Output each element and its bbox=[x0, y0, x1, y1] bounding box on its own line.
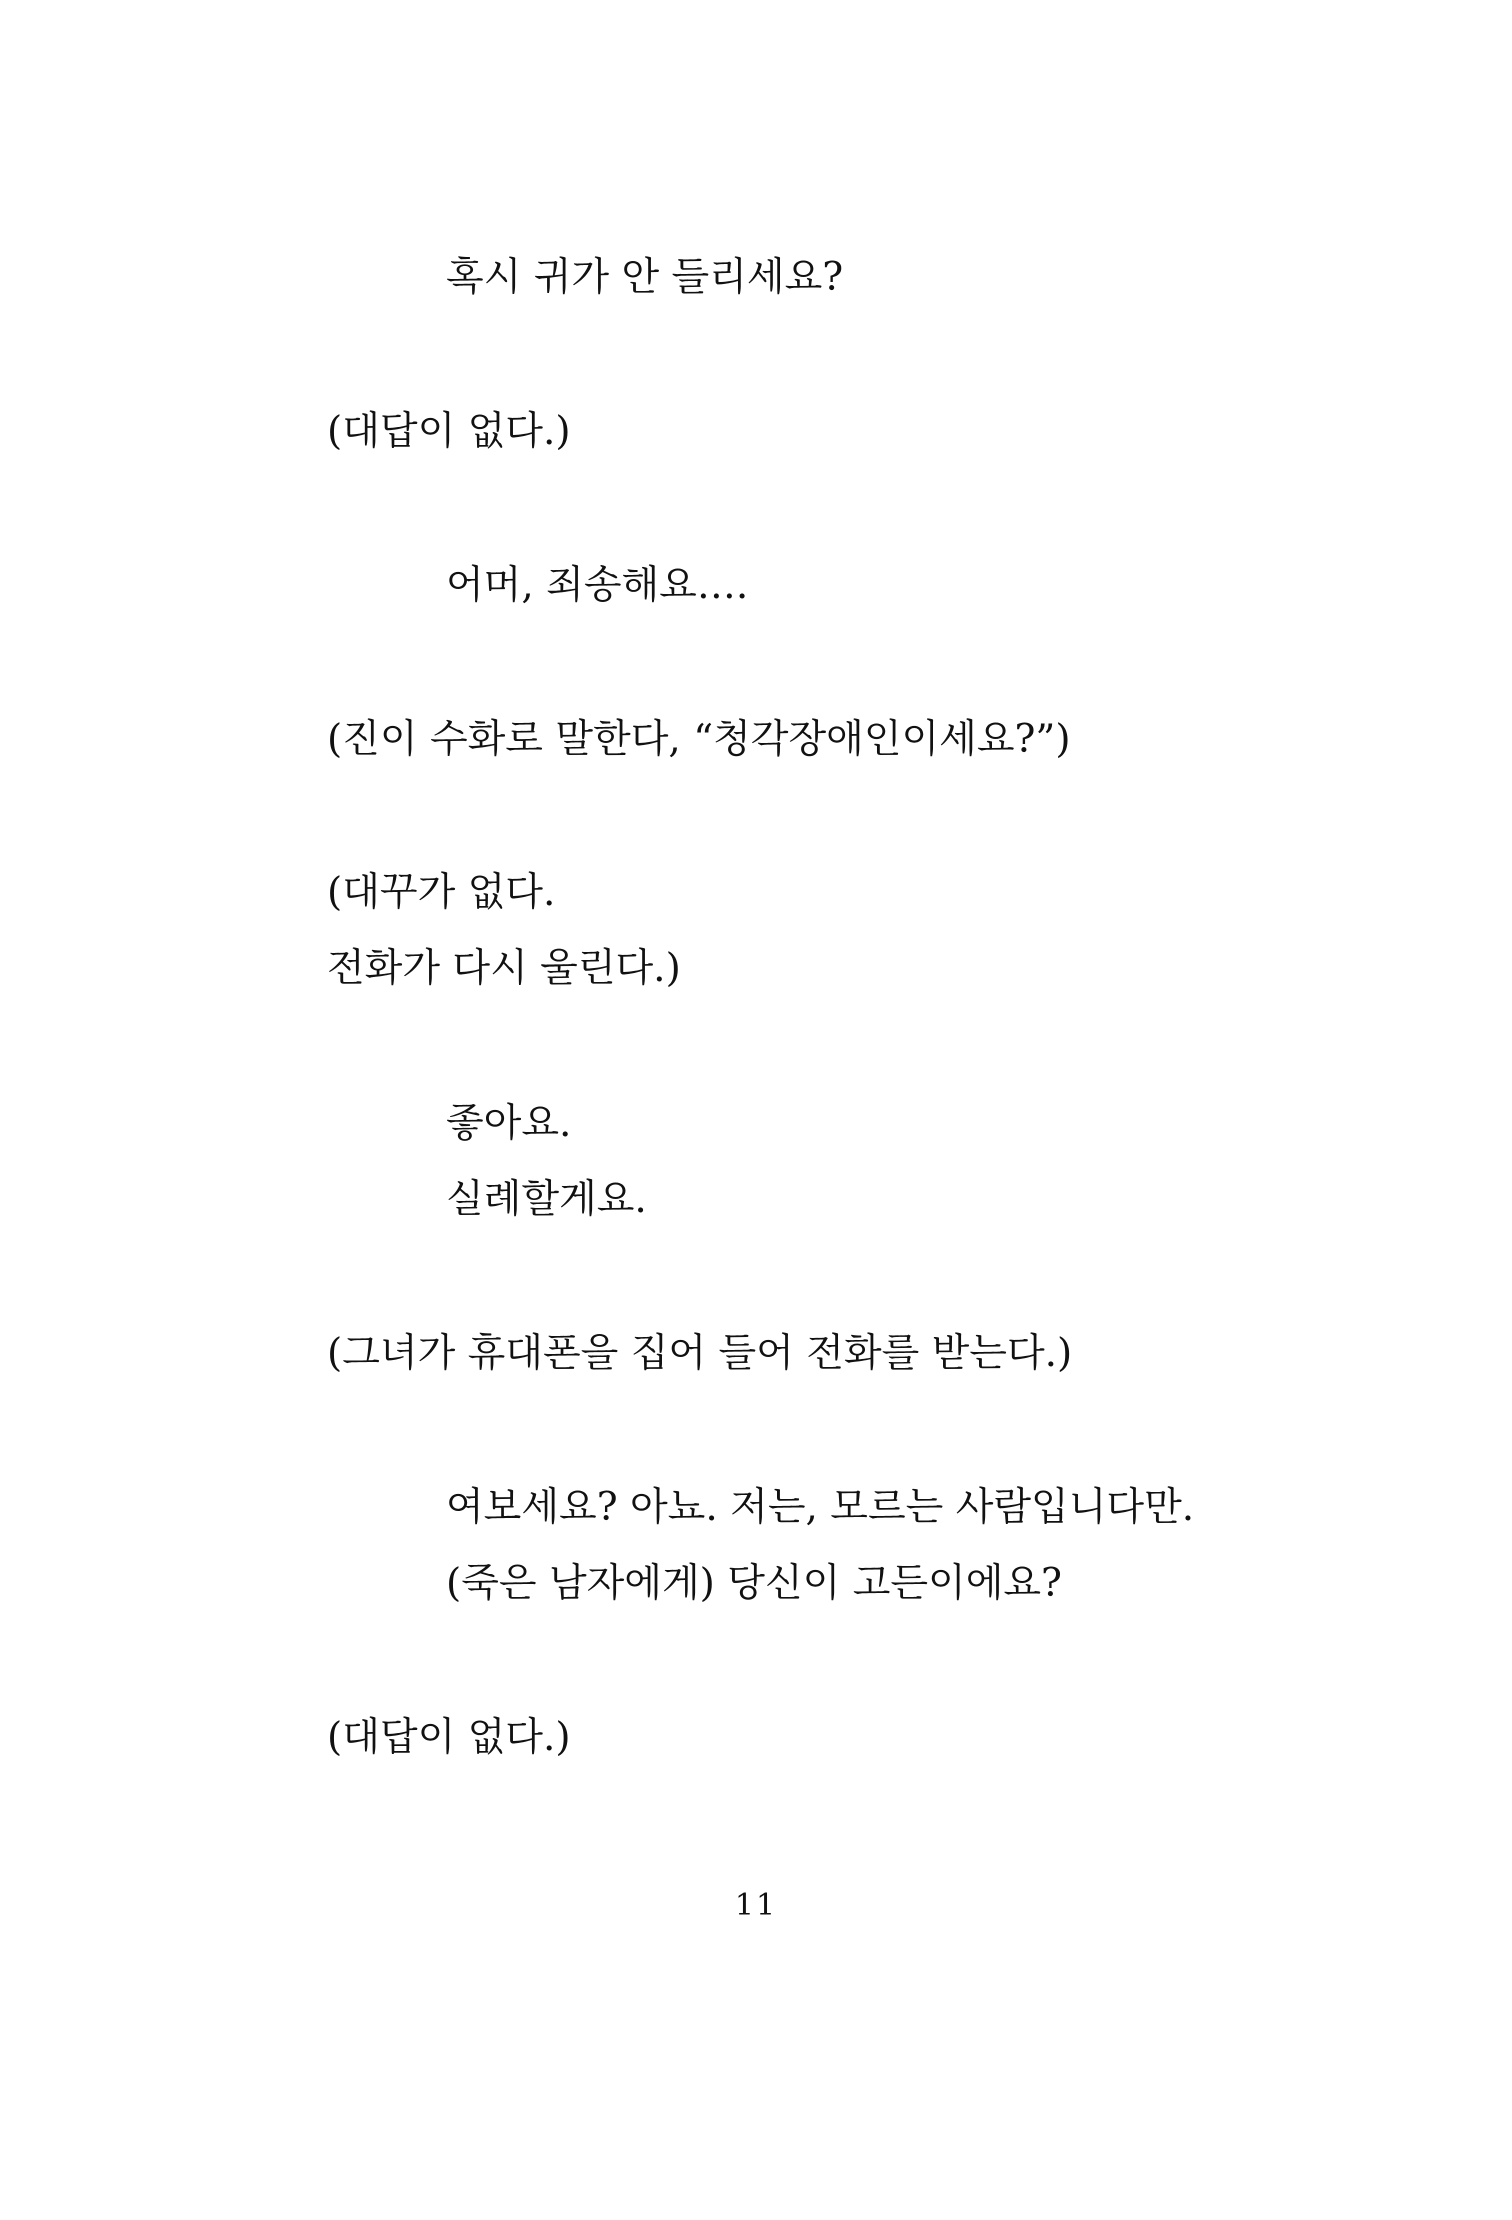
stage-direction: 전화가 다시 울린다.) bbox=[327, 946, 681, 991]
dialogue-line: 혹시 귀가 안 들리세요? bbox=[446, 255, 844, 300]
page-number: 11 bbox=[734, 1888, 778, 1923]
dialogue-line: 실례할게요. bbox=[446, 1177, 647, 1222]
dialogue-line: (죽은 남자에게) 당신이 고든이에요? bbox=[446, 1561, 1062, 1606]
dialogue-line: 어머, 죄송해요…. bbox=[446, 563, 788, 608]
dialogue-line: 여보세요? 아뇨. 저는, 모르는 사람입니다만. bbox=[446, 1485, 1195, 1530]
stage-direction: (대답이 없다.) bbox=[327, 1715, 571, 1760]
stage-direction: (대꾸가 없다. bbox=[327, 870, 556, 915]
dialogue-line: 좋아요. bbox=[446, 1101, 572, 1146]
stage-direction: (대답이 없다.) bbox=[327, 409, 571, 454]
stage-direction: (그녀가 휴대폰을 집어 들어 전화를 받는다.) bbox=[327, 1331, 1073, 1376]
stage-direction: (진이 수화로 말한다, “청각장애인이세요?”) bbox=[327, 717, 1071, 762]
